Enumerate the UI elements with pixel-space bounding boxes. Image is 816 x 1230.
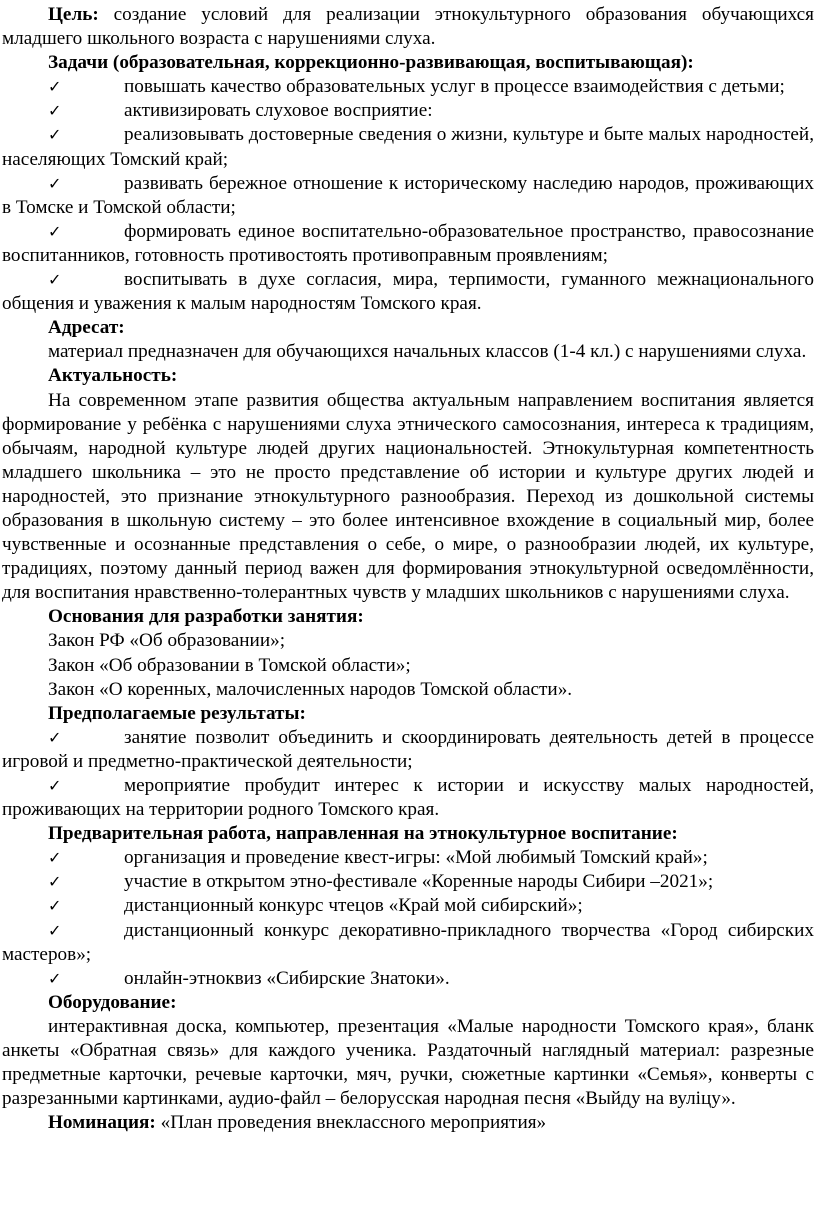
relevance-text: На современном этапе развития общества актуальным направлением воспитания является формирование у ребёнка с нарушениями слуха этнического самосознания, интереса к традициям, обычаям, народной культуре людей других национальностей. Этнокультурная компетентность младшего школьника – это не просто представление об истории и культуре других людей и народностей, это признание этнокультурного разнообразия. Переход из дошкольной системы образования в школьную систему – это более интенсивное вхождение в социальный мир, более чувственные и осознанные представления о себе, о мире, о разнообразии людей, их культуре, традициях, поэтому данный период важен для формирования этнокультурной осведомлённости, для воспитания нравственно-толерантных чувств у младших школьников с нарушениями слуха.	[2, 389, 814, 604]
tasks-item	[2, 99, 814, 123]
equipment-heading: Оборудование:	[48, 991, 177, 1013]
tasks-item-text: повышать качество образовательных услуг в процессе взаимодействия с детьми;	[124, 76, 785, 98]
addressee-text: материал предназначен для обучающихся начальных классов (1-4 кл.) с нарушениями слуха.	[48, 341, 807, 363]
basis-law: Закон «Об образовании в Томской области»;	[48, 654, 411, 676]
goal-paragraph	[2, 3, 814, 51]
tasks-item	[2, 75, 814, 99]
checkmark-icon: ✓	[48, 125, 62, 145]
tasks-item-text: развивать бережное отношение к историческому наследию народов, проживающих в Томске и Томской области;	[2, 172, 814, 218]
results-item-text: занятие позволит объединить и скоординировать деятельность детей в процессе игровой и предметно-практической деятельности;	[2, 726, 814, 772]
results-item-text: мероприятие пробудит интерес к истории и искусству малых народностей, проживающих на территории родного Томского края.	[2, 775, 814, 821]
prework-item	[2, 919, 814, 967]
tasks-item-text: воспитывать в духе согласия, мира, терпимости, гуманного межнационального общения и уважения к малым народностям Томского края.	[2, 269, 814, 315]
checkmark-icon: ✓	[48, 727, 62, 747]
tasks-item-text: активизировать слуховое восприятие:	[124, 100, 433, 122]
checkmark-icon: ✓	[48, 221, 62, 241]
relevance-heading: Актуальность:	[48, 365, 178, 387]
tasks-heading: Задачи (образовательная, коррекционно-развивающая, воспитывающая):	[48, 52, 694, 74]
tasks-item	[2, 220, 814, 268]
tasks-item-text: реализовывать достоверные сведения о жизни, культуре и быте малых народностей, населяющих Томский край;	[2, 124, 814, 170]
prework-item-text: дистанционный конкурс чтецов «Край мой сибирский»;	[124, 895, 583, 917]
basis-law: Закон «О коренных, малочисленных народов Томской области».	[48, 678, 573, 700]
prework-item-text: дистанционный конкурс декоративно-прикладного творчества «Город сибирских мастеров»;	[2, 919, 814, 965]
goal-text: создание условий для реализации этнокультурного образования обучающихся младшего школьного возраста с нарушениями слуха.	[2, 4, 814, 50]
equipment-text: интерактивная доска, компьютер, презентация «Малые народности Томского края», бланк анкеты «Обратная связь» для каждого ученика. Раздаточный наглядный материал: разрезные предметные карточки, речевые карточки, мяч, ручки, сюжетные картинки «Семья», конверты с разрезанными картинками, аудио-файл – белорусская народная песня «Выйду на вуліцу».	[2, 1015, 814, 1110]
checkmark-icon: ✓	[48, 776, 62, 795]
nomination-label: Номинация:	[48, 1112, 156, 1134]
prework-item-text: организация и проведение квест-игры: «Мой любимый Томский край»;	[124, 847, 708, 869]
results-item	[2, 774, 814, 822]
results-heading: Предполагаемые результаты:	[48, 702, 306, 724]
prework-item-text: онлайн-этноквиз «Сибирские Знатоки».	[124, 967, 450, 989]
checkmark-icon: ✓	[48, 872, 62, 892]
tasks-item-text: формировать единое воспитательно-образовательное пространство, правосознание воспитанников, готовность противостоять противоправным проявлениям;	[2, 220, 814, 266]
prework-item-text: участие в открытом этно-фестивале «Коренные народы Сибири –2021»;	[124, 871, 714, 893]
checkmark-icon: ✓	[48, 101, 62, 121]
checkmark-icon: ✓	[48, 848, 62, 868]
addressee-heading: Адресат:	[48, 317, 125, 339]
checkmark-icon: ✓	[48, 968, 62, 988]
checkmark-icon: ✓	[48, 77, 62, 97]
nomination-paragraph	[2, 1111, 814, 1135]
prework-heading: Предварительная работа, направленная на этнокультурное воспитание:	[48, 823, 678, 845]
checkmark-icon: ✓	[48, 173, 62, 193]
prework-item	[2, 846, 814, 870]
checkmark-icon: ✓	[48, 896, 62, 916]
tasks-item	[2, 123, 814, 171]
goal-label: Цель:	[48, 4, 99, 25]
prework-item	[2, 894, 814, 918]
tasks-item	[2, 268, 814, 316]
checkmark-icon: ✓	[48, 920, 62, 940]
checkmark-icon: ✓	[48, 270, 62, 290]
prework-item	[2, 870, 814, 894]
basis-heading: Основания для разработки занятия:	[48, 606, 364, 628]
results-item	[2, 726, 814, 774]
nomination-text: «План проведения внеклассного мероприятия»	[155, 1112, 547, 1134]
tasks-item	[2, 172, 814, 220]
basis-law: Закон РФ «Об образовании»;	[48, 630, 286, 652]
prework-item	[2, 967, 814, 991]
